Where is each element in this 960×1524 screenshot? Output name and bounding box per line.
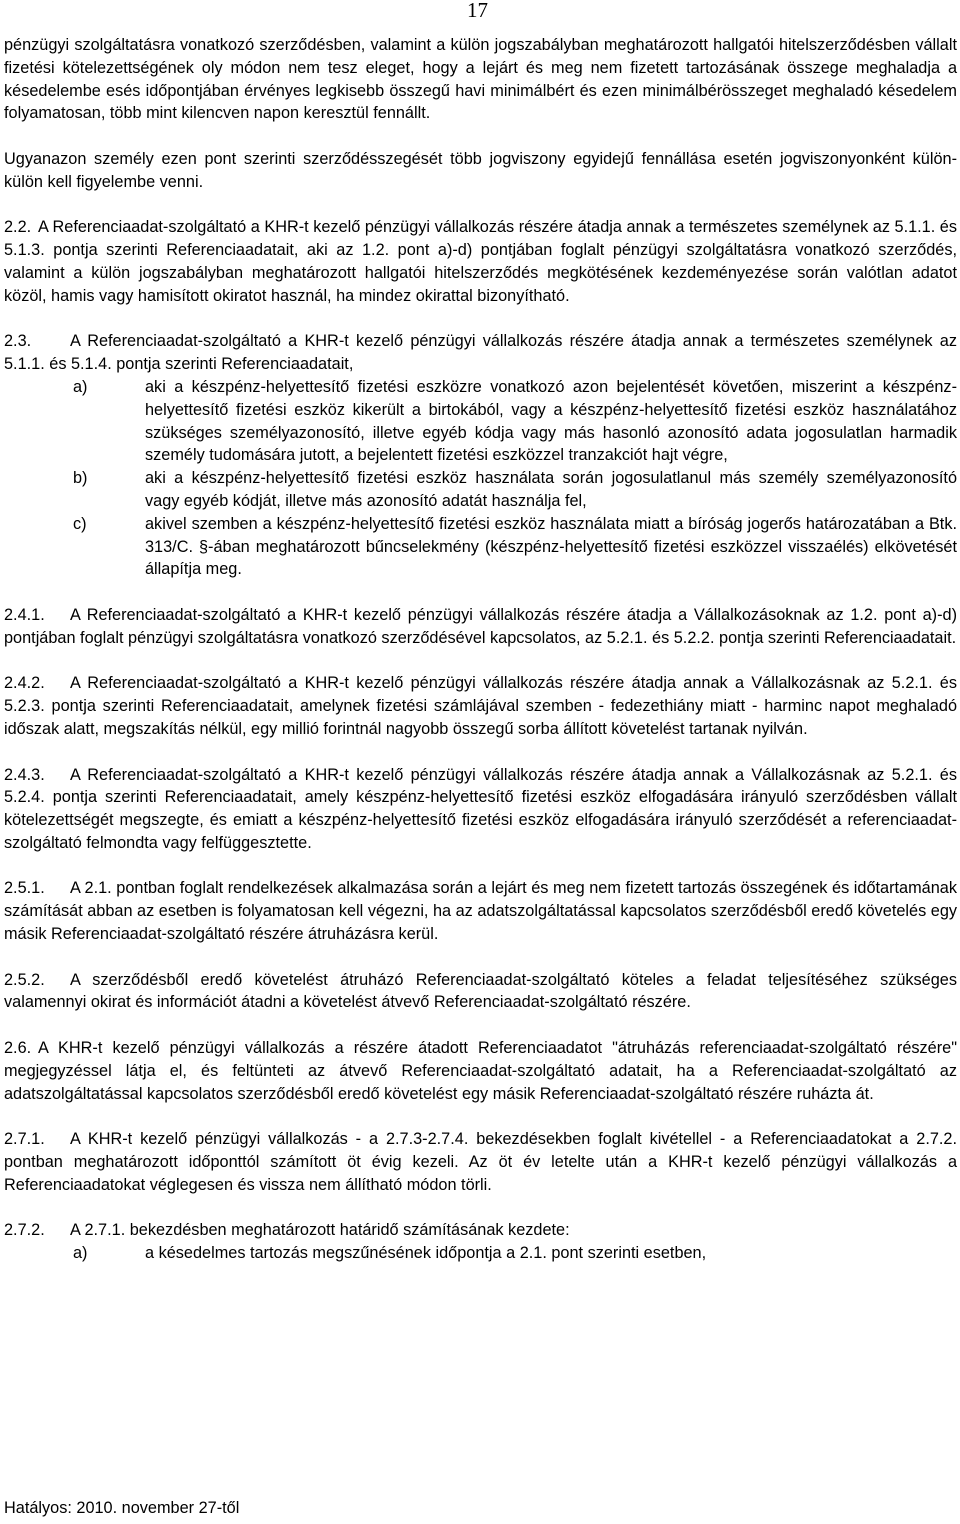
list-text: aki a készpénz-helyettesítő fizetési eszközre vonatkozó azon bejelentését követően, miszerint a készpénz-helyettesítő fizetési eszköz kikerült a birtokából, vagy a készpénz-helyettesítő fizetési eszköz használatához szükséges személyazonosító, illetve egyéb kódja vagy más hasonló azonosító adata jogosulatlan harmadik személy tudomására jutott, a bejelentett fizetési eszközzel tranzakciót hajt végre, [145, 377, 957, 465]
list-item [4, 376, 957, 467]
section-2-6 [4, 1037, 957, 1105]
list-text: aki a készpénz-helyettesítő fizetési eszköz használata során jogosulatlanul más személy személyazonosító vagy egyéb kódját, illetve más azonosító adatát használja fel, [145, 469, 957, 510]
section-2-4-3 [4, 764, 957, 855]
section-number: 2.3. [4, 332, 32, 351]
list-item [4, 467, 957, 513]
section-2-7-2 [4, 1219, 957, 1242]
section-number: 2.7.1. [4, 1130, 45, 1149]
section-2-5-2 [4, 969, 957, 1015]
section-number: 2.4.3. [4, 765, 45, 784]
section-number: 2.6. [4, 1039, 32, 1058]
section-2-7-1 [4, 1128, 957, 1196]
section-text: A Referenciaadat-szolgáltató a KHR-t kezelő pénzügyi vállalkozás részére átadja annak a Vállalkozásnak az 5.2.1. és 5.2.3. pontja szerinti Referenciaadatait, amelynek fizetési számlájával szemben - fedezethiány miatt - harminc napot meghaladó időszak alatt, megszakítás nélkül, egy millió forintnál nagyobb összegű sorba állított követelést tartanak nyilván. [4, 674, 957, 738]
list-text: akivel szemben a készpénz-helyettesítő fizetési eszköz használata miatt a bíróság jogerős határozatában a Btk. 313/C. §-ában meghatározott bűncselekmény (készpénz-helyettesítő fizetési eszközzel visszaélés) elkövetését állapítja meg. [145, 514, 957, 579]
section-text: A Referenciaadat-szolgáltató a KHR-t kezelő pénzügyi vállalkozás részére átadja a Vállalkozásoknak az 1.2. pont a)-d) pontjában foglalt pénzügyi szolgáltatásra vonatkozó szerződésével kapcsolatos, az 5.2.1. és 5.2.2. pontja szerinti Referenciaadatait. [4, 605, 957, 647]
section-2-4-2 [4, 672, 957, 740]
section-text: A Referenciaadat-szolgáltató a KHR-t kezelő pénzügyi vállalkozás részére átadja annak a természetes személynek az 5.1.1. és 5.1.3. pontja szerinti Referenciaadatait, aki az 1.2. pont a)-d) pontjában foglalt pénzügyi szolgáltatásra vonatkozó szerződés, valamint a külön jogszabályban meghatározott hallgatói hitelszerződés megkötésének kezdeményezése során valótlan adatot közöl, hamis vagy hamisított okiratot használ, ha mindez okirattal bizonyítható. [4, 218, 957, 305]
section-text: A Referenciaadat-szolgáltató a KHR-t kezelő pénzügyi vállalkozás részére átadja annak a természetes személynek az 5.1.1. és 5.1.4. pontja szerinti Referenciaadatait, [4, 332, 957, 374]
section-number: 2.2. [4, 218, 32, 237]
section-text: A KHR-t kezelő pénzügyi vállalkozás a részére átadott Referenciaadatot "átruházás referenciaadat-szolgáltató részére" megjegyzéssel látja el, és feltünteti az átvevő Referenciaadat-szolgáltató adatait, ha a Referenciaadat-szolgáltató az adatszolgáltatással kapcsolatos szerződésből eredő követelést egy másik Referenciaadat-szolgáltató részére ruházta át. [4, 1039, 957, 1103]
list-item [4, 1242, 957, 1265]
list-letter: a) [73, 1244, 88, 1263]
section-number: 2.4.1. [4, 605, 45, 624]
list-item [4, 513, 957, 581]
section-text: A Referenciaadat-szolgáltató a KHR-t kezelő pénzügyi vállalkozás részére átadja annak a Vállalkozásnak az 5.2.1. és 5.2.4. pontja szerinti Referenciaadatait, amely készpénz-helyettesítő fizetési eszköz elfogadására irányuló szerződésben vállalt kötelezettségét megszegte, és emiatt a készpénz-helyettesítő fizetési eszköz elfogadására irányuló szerződését a referenciaadat-szolgáltató felmondta vagy felfüggesztette. [4, 765, 957, 852]
section-2-2 [4, 216, 957, 307]
section-number: 2.4.2. [4, 674, 45, 693]
section-text: A KHR-t kezelő pénzügyi vállalkozás - a 2.7.3-2.7.4. bekezdésekben foglalt kivétellel - a Referenciaadatokat a 2.7.2. pontban meghatározott időponttól számított öt évig kezeli. Az öt év letelte után a KHR-t kezelő pénzügyi vállalkozás a Referenciaadatokat véglegesen és vissza nem állítható módon törli. [4, 1130, 957, 1194]
list-letter: b) [73, 469, 88, 488]
section-number: 2.5.2. [4, 970, 45, 989]
section-text: A szerződésből eredő követelést átruházó Referenciaadat-szolgáltató köteles a feladat teljesítéséhez szükséges valamennyi okirat és információt átadni a követelést átvevő Referenciaadat-szolgáltató részére. [4, 970, 957, 1012]
document-body [4, 34, 957, 1288]
section-2-3-list [4, 376, 957, 581]
section-2-3 [4, 330, 957, 376]
section-2-7-2-list [4, 1242, 957, 1265]
section-number: 2.5.1. [4, 879, 45, 898]
section-2-4-1 [4, 604, 957, 650]
paragraph-continuation: pénzügyi szolgáltatásra vonatkozó szerződésben, valamint a külön jogszabályban meghatározott hallgatói hitelszerződésben vállalt fizetési kötelezettségének oly módon nem tesz eleget, hogy a lejárt és meg nem fizetett tartozásának összege meghaladja a késedelembe esés időpontjában érvényes legkisebb összegű havi minimálbért és ezen minimálbérösszeget meghaladó késedelem folyamatosan, több mint kilencven napon keresztül fennállt. [4, 36, 957, 123]
list-letter: a) [73, 377, 88, 396]
list-text: a késedelmes tartozás megszűnésének időpontja a 2.1. pont szerinti esetben, [145, 1244, 707, 1263]
section-number: 2.7.2. [4, 1221, 45, 1240]
section-2-5-1 [4, 877, 957, 945]
list-letter: c) [73, 514, 87, 533]
page-number: 17 [467, 0, 488, 22]
paragraph-multiple-relations: Ugyanazon személy ezen pont szerinti szerződésszegését több jogviszony egyidejű fennállása esetén jogviszonyonként külön-külön kell figyelembe venni. [4, 149, 957, 191]
section-text: A 2.7.1. bekezdésben meghatározott határidő számításának kezdete: [70, 1221, 570, 1240]
footer-effective-date: Hatályos: 2010. november 27-től [4, 1499, 240, 1517]
section-text: A 2.1. pontban foglalt rendelkezések alkalmazása során a lejárt és meg nem fizetett tartozás összegének és időtartamának számítását abban az esetben is folyamatosan kell végezni, ha az adatszolgáltatással kapcsolatos szerződésből eredő követelés egy másik Referenciaadat-szolgáltató részére átruházásra kerül. [4, 879, 958, 944]
